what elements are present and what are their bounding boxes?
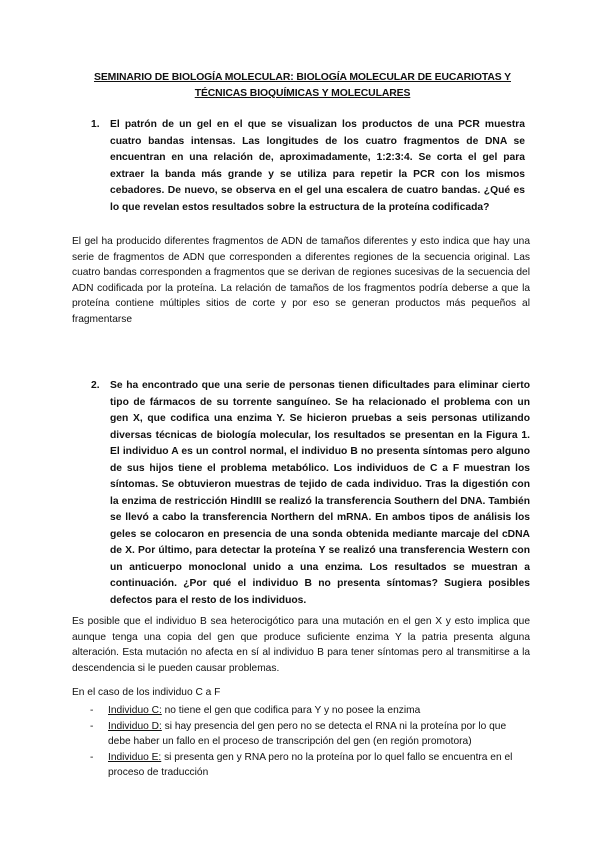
- cases-list: [90, 703, 530, 781]
- case-name: Individuo D:: [108, 720, 162, 732]
- question-2-number: 2.: [91, 380, 100, 391]
- question-2-text: Se ha encontrado que una serie de personas tienen dificultades para eliminar cierto tipo de fármacos de su torrente sanguíneo. Se ha relacionado el problema con un gen X, que codifica una enzima Y. Se hicieron pruebas a seis personas utilizando diversas técnicas de biología molecular, los resultados se presentan en la Figura 1. El individuo A es un control normal, el individuo B no presenta síntomas pero alguno de sus hijos tiene el problema metabólico. Los individuos de C a F muestran los síntomas. Se obtuvieron muestras de tejido de cada individuo. Tras la digestión con la enzima de restricción HindIII se realizó la transferencia Southern del DNA. También se llevó a cabo la transferencia Northern del mRNA. En ambos tipos de análisis los geles se colocaron en presencia de una sonda obtenida mediante marcaje del cDNA de X. Por último, para detectar la proteína Y se realizó una transferencia Western con un anticuerpo monoclonal unido a una enzima. Los resultados se muestran a continuación. ¿Por qué el individuo B no presenta síntomas? Sugiera posibles defectos para el resto de los individuos.: [110, 380, 530, 606]
- list-item: [90, 703, 530, 719]
- case-name: Individuo E:: [108, 751, 162, 763]
- case-text: no tiene el gen que codifica para Y y no posee la enzima: [161, 705, 421, 716]
- list-dash: -: [90, 720, 94, 732]
- question-2: [91, 378, 530, 609]
- list-dash: -: [90, 751, 94, 763]
- question-1-text: El patrón de un gel en el que se visualizan los productos de una PCR muestra cuatro bandas intensas. Las longitudes de los cuatro fragmentos de DNA se encuentran en una relación de, aproximadamente, 1:2:3:4. Se corta el gel para extraer la banda más grande y se utiliza para repetir la PCR con los mismos cebadores. De nuevo, se observa en el gel una escalera de cuatro bandas. ¿Qué es lo que revelan estos resultados sobre la estructura de la proteína codificada?: [110, 119, 525, 213]
- question-1-number: 1.: [91, 119, 100, 130]
- answer-1: El gel ha producido diferentes fragmentos de ADN de tamaños diferentes y esto indica que hay una serie de fragmentos de ADN que corresponden a diferentes regiones de la secuencia original. Las cuatro bandas corresponden a fragmentos que se derivan de regiones sucesivas de la secuencia del ADN codificada por la proteína. La relación de tamaños de los fragmentos podría deberse a que la proteína contiene múltiples sitios de corte y por eso se generan productos más pequeños al fragmentarse: [72, 236, 530, 325]
- list-intro: En el caso de los individuo C a F: [72, 687, 221, 698]
- list-item: [90, 750, 530, 781]
- case-name: Individuo C:: [108, 705, 162, 716]
- document-title: SEMINARIO DE BIOLOGÍA MOLECULAR: BIOLOGÍA MOLECULAR DE EUCARIOTAS Y TÉCNICAS BIOQUÍMICAS Y MOLECULARES: [93, 72, 511, 99]
- case-text: si presenta gen y RNA pero no la proteína por lo quel fallo se encuentra en el proceso de traducción: [108, 751, 513, 779]
- case-text: si hay presencia del gen pero no se detecta el RNA ni la proteína por lo que debe haber un fallo en el proceso de transcripción del gen (en región promotora): [108, 720, 507, 748]
- list-dash: -: [90, 705, 94, 716]
- answer-2: Es posible que el individuo B sea heterocigótico para una mutación en el gen X y esto implica que aunque tenga una copia del gen que produce suficiente enzima Y la patria presenta alguna alteración. Esta mutación no afecta en sí al individuo B para tener síntomas pero al transmitirse a la descendencia si le pueden causar problemas.: [72, 616, 530, 674]
- list-item: [90, 719, 530, 750]
- question-1: [91, 117, 525, 216]
